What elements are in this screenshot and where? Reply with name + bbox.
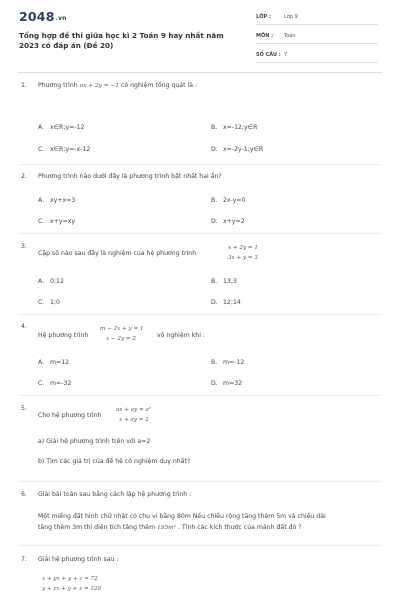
- option-label: D.: [211, 146, 218, 153]
- option-text: x+y=xy: [50, 218, 76, 225]
- paragraph-line-1: Một miếng đất hình chữ nhật có chu vi bằng 80m Nếu chiều rộng tăng thêm 5m và chiều dài: [38, 513, 326, 520]
- question-divider: [18, 164, 382, 165]
- option-text: 1;0: [50, 299, 60, 306]
- meta-value: Lớp 9: [284, 14, 298, 20]
- meta-table: [256, 12, 378, 69]
- option-label: D.: [211, 380, 218, 387]
- option-label: B.: [211, 197, 218, 204]
- question-divider: [18, 395, 382, 396]
- sub-question-a: a) Giải hệ phương trình trên với a=2: [38, 438, 151, 445]
- question-text-a: Phương trình: [38, 82, 78, 89]
- option-c[interactable]: [38, 299, 60, 306]
- option-b[interactable]: [211, 359, 244, 366]
- question-text-b: có nghiệm tổng quát là :: [120, 82, 198, 89]
- option-label: B.: [211, 124, 218, 131]
- option-c[interactable]: [38, 380, 71, 387]
- option-d[interactable]: [211, 380, 242, 387]
- paragraph-line-2: [38, 522, 368, 534]
- equation-line: x − 2y = 2: [106, 336, 136, 342]
- question-text-b: vô nghiệm khi :: [157, 332, 205, 339]
- option-text: m=32: [223, 380, 243, 387]
- header-divider: [18, 72, 382, 73]
- question-divider: [18, 545, 382, 546]
- equation-line: x + yx + y + z = 72: [42, 576, 98, 582]
- option-label: A.: [38, 278, 45, 285]
- question-text: [38, 82, 197, 89]
- site-logo[interactable]: [19, 9, 67, 24]
- option-label: C.: [38, 380, 45, 387]
- paragraph-text-b: . Tính các kích thước của mảnh đất đó ?: [177, 524, 302, 531]
- math-expression: 195m²: [157, 525, 176, 531]
- meta-row-count: [256, 50, 378, 63]
- question-number: 6.: [21, 491, 27, 498]
- option-label: B.: [211, 278, 218, 285]
- header: [0, 0, 400, 70]
- option-b[interactable]: [211, 124, 257, 131]
- option-text: m=-12: [223, 359, 245, 366]
- option-b[interactable]: [211, 278, 237, 285]
- question-number: 1.: [21, 82, 27, 89]
- question-divider: [18, 314, 382, 315]
- equation-system: [116, 405, 151, 425]
- option-a[interactable]: [38, 197, 75, 204]
- option-text: m=12: [50, 359, 70, 366]
- math-expression: ax + 2y = −1: [79, 83, 120, 89]
- question-text-a: Hệ phương trình: [38, 332, 89, 339]
- option-text: x∈R;y=-x-12: [50, 146, 91, 153]
- option-a[interactable]: [38, 278, 64, 285]
- question-number: 4.: [21, 323, 27, 330]
- option-label: C.: [38, 146, 45, 153]
- equation-line: y + zx + y + z = 120: [42, 586, 102, 592]
- question-divider: [18, 233, 382, 234]
- equation-line: x + 2y = 1: [228, 245, 258, 251]
- option-label: C.: [38, 299, 45, 306]
- option-a[interactable]: [38, 124, 84, 131]
- question-number: 3.: [21, 243, 27, 250]
- question-number: 5.: [21, 405, 27, 412]
- question-text: Phương trình nào dưới đây là phương trình bật nhất hai ẩn?: [38, 173, 222, 180]
- logo-text: 2048: [19, 9, 55, 24]
- option-text: 2x-y=0: [223, 197, 246, 204]
- question-number: 7.: [21, 556, 27, 563]
- meta-key: LỚP :: [256, 14, 271, 20]
- option-text: 12;14: [223, 299, 241, 306]
- equation-system: [100, 324, 143, 344]
- option-label: A.: [38, 197, 45, 204]
- meta-value: Toán: [284, 33, 296, 39]
- option-label: A.: [38, 124, 45, 131]
- option-a[interactable]: [38, 359, 69, 366]
- problem-paragraph: [38, 511, 368, 534]
- equation-line: 3x + y = 3: [228, 255, 258, 261]
- equation-system: [228, 243, 258, 263]
- page-title: Tổng hợp đề thi giữa học kì 2 Toán 9 hay nhất năm 2023 có đáp án (Đề 20): [19, 31, 224, 50]
- equation-line: x + ay = 2: [119, 417, 149, 423]
- question-text: Cho hệ phương trình: [38, 412, 102, 419]
- option-d[interactable]: [211, 299, 241, 306]
- logo-suffix: .vn: [55, 15, 67, 22]
- option-text: 13;3: [223, 278, 237, 285]
- option-c[interactable]: [38, 218, 75, 225]
- paragraph-text-a: tăng thêm 3m thì diện tích tăng thêm: [38, 524, 156, 531]
- option-label: D.: [211, 218, 218, 225]
- meta-value: 7: [284, 52, 288, 58]
- question-text: Giải hệ phương trình sau :: [38, 556, 119, 563]
- meta-key: MÔN :: [256, 33, 274, 39]
- equation-line: ax + ay = a²: [116, 407, 152, 413]
- meta-row-subject: [256, 31, 378, 44]
- option-text: x=-2y-1;y∈R: [223, 146, 264, 153]
- question-divider: [18, 481, 382, 482]
- option-b[interactable]: [211, 197, 246, 204]
- question-text: Giải bài toán sau bằng cách lập hệ phương trình :: [38, 491, 192, 498]
- option-label: D.: [211, 299, 218, 306]
- option-label: B.: [211, 359, 218, 366]
- option-label: C.: [38, 218, 45, 225]
- option-label: A.: [38, 359, 45, 366]
- option-text: x=-12;y∈R: [223, 124, 258, 131]
- meta-key: SỐ CÂU :: [256, 52, 281, 58]
- question-number: 2.: [21, 173, 27, 180]
- option-text: 0;12: [50, 278, 64, 285]
- option-c[interactable]: [38, 146, 90, 153]
- option-text: m=-32: [50, 380, 72, 387]
- equation-system: [42, 574, 101, 594]
- option-text: x∈R;y=-12: [50, 124, 85, 131]
- option-text: xy+x=3: [50, 197, 76, 204]
- equation-line: m − 2x + y = 1: [100, 326, 144, 332]
- meta-row-class: [256, 12, 378, 25]
- option-d[interactable]: [211, 218, 245, 225]
- option-text: x+y=2: [223, 218, 245, 225]
- sub-question-b: b) Tìm các giá trị của để hệ có nghiệm duy nhất?: [38, 458, 191, 465]
- option-d[interactable]: [211, 146, 263, 153]
- question-text: Cặp số nào sau đây là nghiệm của hệ phương trình: [38, 250, 197, 257]
